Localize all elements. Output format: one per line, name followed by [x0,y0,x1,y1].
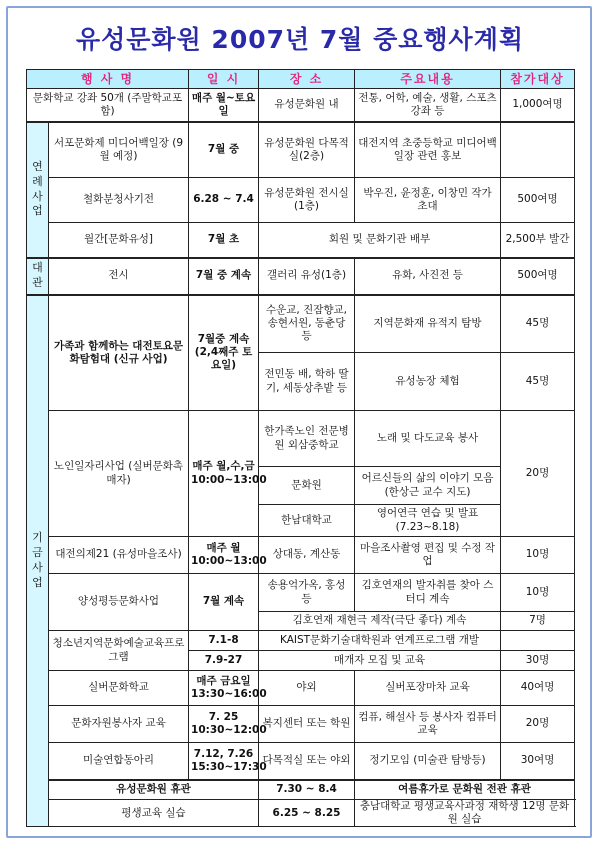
event-target: 2,500부 발간 [501,223,575,258]
event-place: 문화원 [259,467,355,505]
event-name: 평생교육 실습 [49,800,259,827]
event-name: 양성평등문화사업 [49,574,189,631]
event-place: 다목적실 또는 야외 [259,743,355,780]
table-row [27,411,575,467]
event-place-content-target: 충남대학교 평생교육사과정 재학생 12명 문화원 실습 [355,800,575,827]
event-content: 정기모임 (미술관 탐방등) [355,743,501,780]
event-target: 1,000여명 [501,89,575,122]
event-content: 유화, 사진전 등 [355,258,501,295]
event-target: 10명 [501,574,575,612]
event-target: 45명 [501,353,575,411]
event-place: 한남대학교 [259,505,355,537]
event-target: 10명 [501,537,575,574]
event-name: 미술연합동아리 [49,743,189,780]
event-date: 7월 중 [189,122,259,178]
event-date: 7.12, 7.26 15:30~17:30 [189,743,259,780]
event-name: 문화자원봉사자 교육 [49,706,189,743]
event-place: 수운교, 진잠향교, 송현서원, 동춘당 등 [259,295,355,353]
table-row [27,743,575,780]
header-date: 일 시 [189,70,259,89]
event-target [501,122,575,178]
event-target: 500여명 [501,258,575,295]
table-row [27,295,575,353]
event-content: 마을조사촬영 편집 및 수정 작업 [355,537,501,574]
event-place: 갤러리 유성(1층) [259,258,355,295]
event-place: 복지센터 또는 학원 [259,706,355,743]
event-content: 영어연극 연습 및 발표 (7.23~8.18) [355,505,501,537]
page-title: 유성문화원 2007년 7월 중요행사계획 [75,25,525,54]
event-name: 노인일자리사업 (실버문화촉매자) [49,411,189,537]
event-content: 컴퓨, 해설사 등 봉사자 컴퓨터 교육 [355,706,501,743]
event-place-content: 회원 및 문화기관 배부 [259,223,501,258]
table-row [27,258,575,295]
event-date: 7.9-27 [189,651,259,671]
event-place: 전민동 배, 학하 딸기, 세동상추밭 등 [259,353,355,411]
event-name: 전시 [49,258,189,295]
event-target: 7명 [501,612,575,631]
event-target: 20명 [501,411,575,537]
header-target: 참가대상 [501,70,575,89]
event-place-content: 김호연재 재현극 제작(극단 좋다) 계속 [259,612,501,631]
event-name: 문화학교 강좌 50개 (주말학교포함) [27,89,189,122]
event-date: 7. 25 10:30~12:00 [189,706,259,743]
header-event: 행 사 명 [27,70,189,89]
event-name: 유성문화원 휴관 [49,780,259,800]
event-date: 매주 월,수,금 10:00~13:00 [189,411,259,537]
table-row [27,122,575,178]
event-target: 20명 [501,706,575,743]
event-place: 유성문화원 전시실(1층) [259,178,355,223]
table-row [27,671,575,706]
table-row [27,574,575,612]
event-date: 매주 금요일 13:30~16:00 [189,671,259,706]
event-content: 노래 및 다도교육 봉사 [355,411,501,467]
event-date: 6.25 ~ 8.25 [259,800,355,827]
table-row [27,800,575,827]
event-date: 매주 월 10:00~13:00 [189,537,259,574]
event-target: 40여명 [501,671,575,706]
event-name: 가족과 함께하는 대전토요문화탐험대 (신규 사업) [49,295,189,411]
event-content: 전통, 어학, 예술, 생활, 스포츠강좌 등 [355,89,501,122]
event-target: 45명 [501,295,575,353]
event-name: 서포문화제 미디어백일장 (9월 예정) [49,122,189,178]
header-row [27,70,575,89]
group-label-daegwan: 대관 [27,258,49,295]
group-label-gigeum: 기금사업 [27,295,49,827]
table-row [27,706,575,743]
table-row [27,178,575,223]
event-date: 7월 계속 [189,574,259,631]
event-content: 박우진, 윤정훈, 이창민 작가 초대 [355,178,501,223]
event-name: 대전의제21 (유성마을조사) [49,537,189,574]
event-place-content-target: 여름휴가로 문화원 전관 휴관 [355,780,575,800]
schedule-table [26,69,575,827]
event-content: 지역문화재 유적지 탐방 [355,295,501,353]
event-content: 유성농장 체험 [355,353,501,411]
header-place: 장 소 [259,70,355,89]
event-place: 유성문화원 다목적실(2층) [259,122,355,178]
event-date: 매주 월~토요일 [189,89,259,122]
event-place: 한가족노인 전문병원 외삼중학교 [259,411,355,467]
event-content: 김호연재의 발자취를 찾아 스터디 계속 [355,574,501,612]
event-content: 어르신들의 삶의 이야기 모음(한상근 교수 지도) [355,467,501,505]
event-date: 7월중 계속 (2,4째주 토요일) [189,295,259,411]
event-target: 30명 [501,651,575,671]
event-date: 7.30 ~ 8.4 [259,780,355,800]
table-row [27,223,575,258]
event-place-content: 매개자 모집 및 교육 [259,651,501,671]
event-place: 유성문화원 내 [259,89,355,122]
event-content: 실버포장마차 교육 [355,671,501,706]
table-row [27,89,575,122]
event-place-content: KAIST문화기술대학원과 연계프로그램 개발 [259,631,501,651]
event-date: 7월 초 [189,223,259,258]
event-place: 야외 [259,671,355,706]
event-name: 실버문화학교 [49,671,189,706]
event-name: 철화분청사기전 [49,178,189,223]
event-target: 30여명 [501,743,575,780]
group-label-yeonrye: 연례사업 [27,122,49,258]
event-place: 송용억가옥, 홍성 등 [259,574,355,612]
event-target: 500여명 [501,178,575,223]
table-row [27,631,575,651]
event-content: 대전지역 초중등학교 미디어백일장 관련 홍보 [355,122,501,178]
event-date: 7월 중 계속 [189,258,259,295]
event-name: 청소년지역문화예술교육프로그램 [49,631,189,671]
table-row [27,537,575,574]
event-place: 상대동, 계산동 [259,537,355,574]
event-name: 월간[문화유성] [49,223,189,258]
table-row [27,780,575,800]
event-date: 6.28 ~ 7.4 [189,178,259,223]
header-content: 주요내용 [355,70,501,89]
event-target [501,631,575,651]
event-date: 7.1-8 [189,631,259,651]
